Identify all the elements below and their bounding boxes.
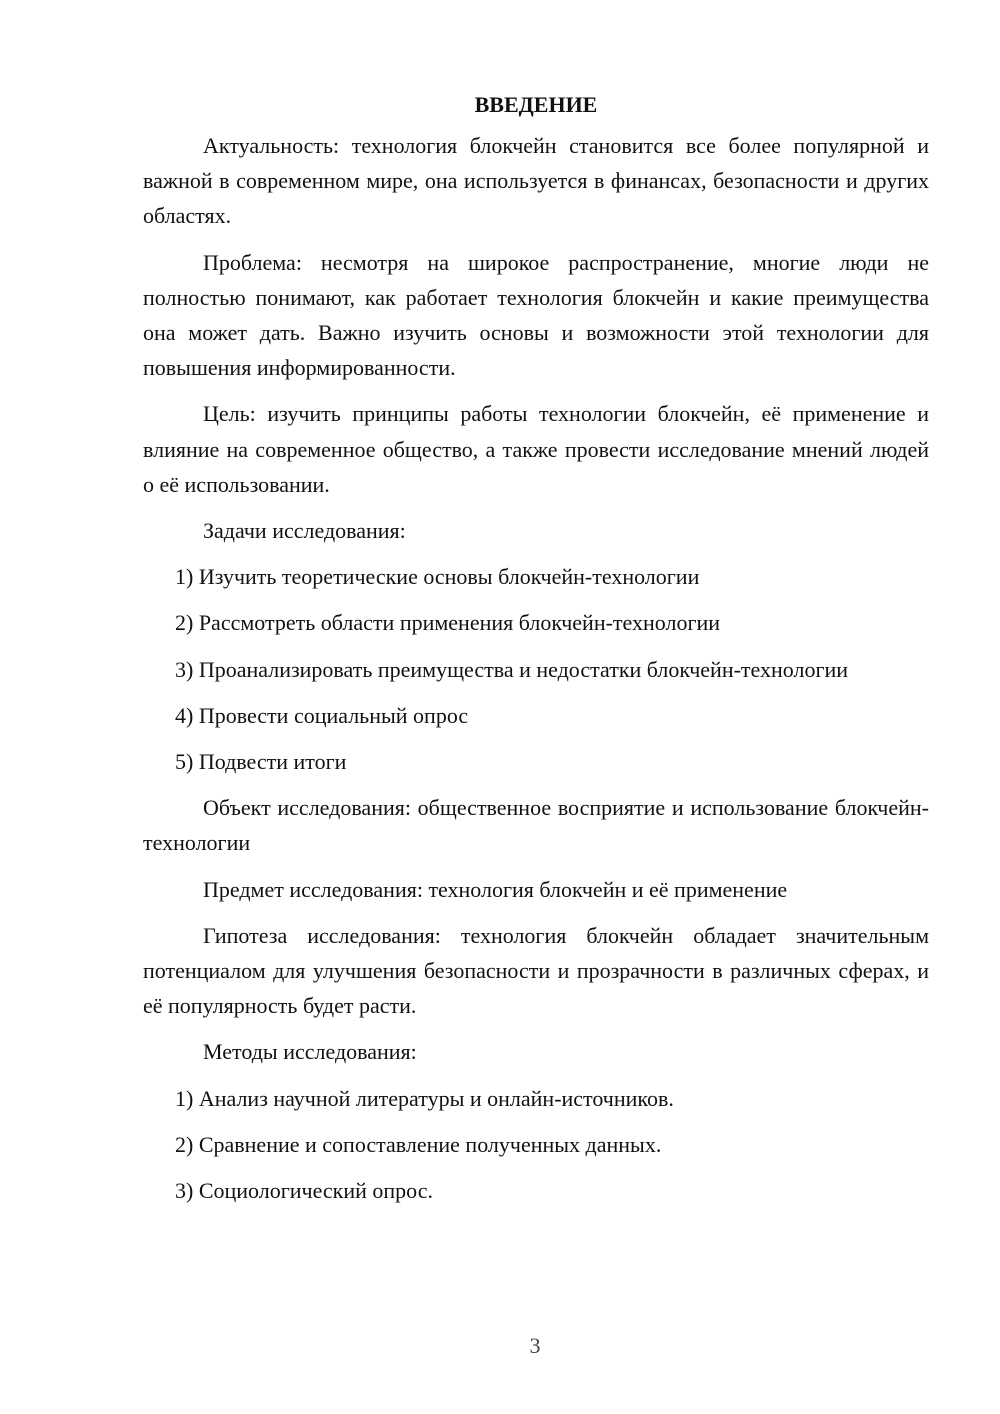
problem-paragraph: Проблема: несмотря на широкое распространение, многие люди не полностью понимают, как работает технология блокчейн и какие преимущества она может дать. Важно изучить основы и возможности этой технологии для повышения информированности. <box>143 249 929 381</box>
tasks-title: Задачи исследования: <box>203 518 406 544</box>
hypothesis-paragraph: Гипотеза исследования: технология блокчейн обладает значительным потенциалом для улучшения безопасности и прозрачности в различных сферах, и её популярность будет расти. <box>143 922 929 1019</box>
relevance-paragraph: Актуальность: технология блокчейн становится все более популярной и важной в современном мире, она используется в финансах, безопасности и других областях. <box>143 133 929 229</box>
task-item: 2) Рассмотреть области применения блокчейн-технологии <box>175 610 721 636</box>
page-number: 3 <box>529 1333 541 1358</box>
method-item: 3) Социологический опрос. <box>175 1178 433 1204</box>
method-item: 1) Анализ научной литературы и онлайн-источников. <box>175 1085 674 1111</box>
methods-title: Методы исследования: <box>203 1039 417 1065</box>
section-heading: ВВЕДЕНИЕ <box>474 92 598 117</box>
subject-paragraph: Предмет исследования: технология блокчейн и её применение <box>203 876 788 902</box>
task-item: 4) Провести социальный опрос <box>175 702 469 728</box>
task-item: 3) Проанализировать преимущества и недостатки блокчейн-технологии <box>175 656 849 682</box>
method-item: 2) Сравнение и сопоставление полученных данных. <box>175 1131 662 1157</box>
goal-paragraph: Цель: изучить принципы работы технологии блокчейн, её применение и влияние на современное общество, а также провести исследование мнений людей о её использовании. <box>143 401 929 497</box>
task-item: 5) Подвести итоги <box>175 749 347 775</box>
document-page <box>143 90 929 1219</box>
object-paragraph: Объект исследования: общественное восприятие и использование блокчейн-технологии <box>143 795 929 856</box>
task-item: 1) Изучить теоретические основы блокчейн-технологии <box>175 564 700 590</box>
